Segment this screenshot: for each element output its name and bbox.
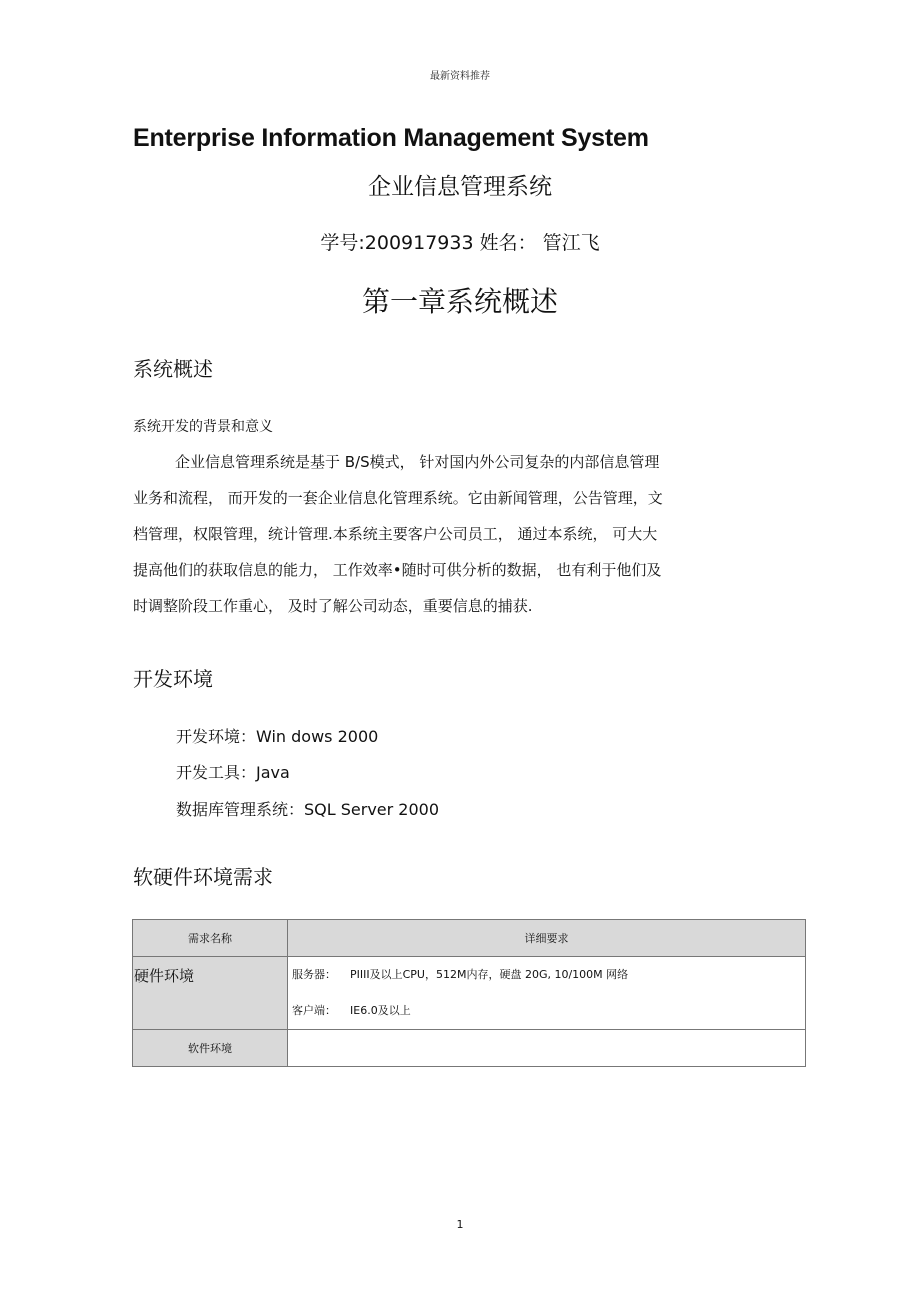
dev-tool-item: 开发工具：Java: [176, 763, 290, 782]
header-detail: 详细要求: [288, 920, 806, 957]
hardware-label: 硬件环境: [133, 957, 288, 1030]
software-label: 软件环境: [133, 1030, 288, 1067]
server-value: PIIII及以上CPU，512M内存，硬盘 20G, 10/100M 网络: [350, 968, 629, 981]
dbms-item: 数据库管理系统：SQL Server 2000: [176, 800, 440, 819]
section-heading-requirements: 软硬件环境需求: [133, 865, 273, 889]
background-paragraph: [133, 444, 713, 624]
section-heading-dev-env: 开发环境: [133, 667, 213, 691]
chapter-title: 第一章系统概述: [361, 285, 558, 318]
student-info: 学号:200917933 姓名： 管江飞: [320, 232, 600, 254]
table-header-row: [133, 920, 806, 957]
title-english: Enterprise Information Management System: [133, 124, 649, 152]
subheading-background: 系统开发的背景和意义: [133, 419, 273, 435]
dev-env-item: 开发环境：Win dows 2000: [176, 727, 379, 746]
table-row-hardware: [133, 957, 806, 1030]
server-key: 服务器：: [292, 968, 336, 981]
paragraph-line: 业务和流程， 而开发的一套企业信息化管理系统。它由新闻管理，公告管理，文: [133, 489, 663, 507]
section-heading-overview: 系统概述: [133, 357, 213, 381]
title-chinese: 企业信息管理系统: [368, 174, 552, 200]
paragraph-line: 提高他们的获取信息的能力， 工作效率•随时可供分析的数据， 也有利于他们及: [133, 561, 662, 579]
server-line: [288, 957, 805, 993]
table-row-software: [133, 1030, 806, 1067]
client-key: 客户端：: [292, 1004, 336, 1017]
client-line: [288, 993, 805, 1029]
page-header: 最新资料推荐: [430, 71, 490, 82]
header-requirement-name: 需求名称: [133, 920, 288, 957]
paragraph-line: 时调整阶段工作重心， 及时了解公司动态，重要信息的捕获.: [133, 597, 533, 615]
paragraph-line: 档管理，权限管理，统计管理.本系统主要客户公司员工， 通过本系统， 可大大: [133, 525, 658, 543]
page-number: 1: [456, 1218, 464, 1231]
client-value: IE6.0及以上: [350, 1004, 411, 1017]
software-detail: [288, 1030, 806, 1067]
hardware-detail: [288, 957, 806, 1030]
requirements-table: [132, 919, 806, 1067]
paragraph-line: 企业信息管理系统是基于 B/S模式， 针对国内外公司复杂的内部信息管理: [175, 453, 660, 471]
